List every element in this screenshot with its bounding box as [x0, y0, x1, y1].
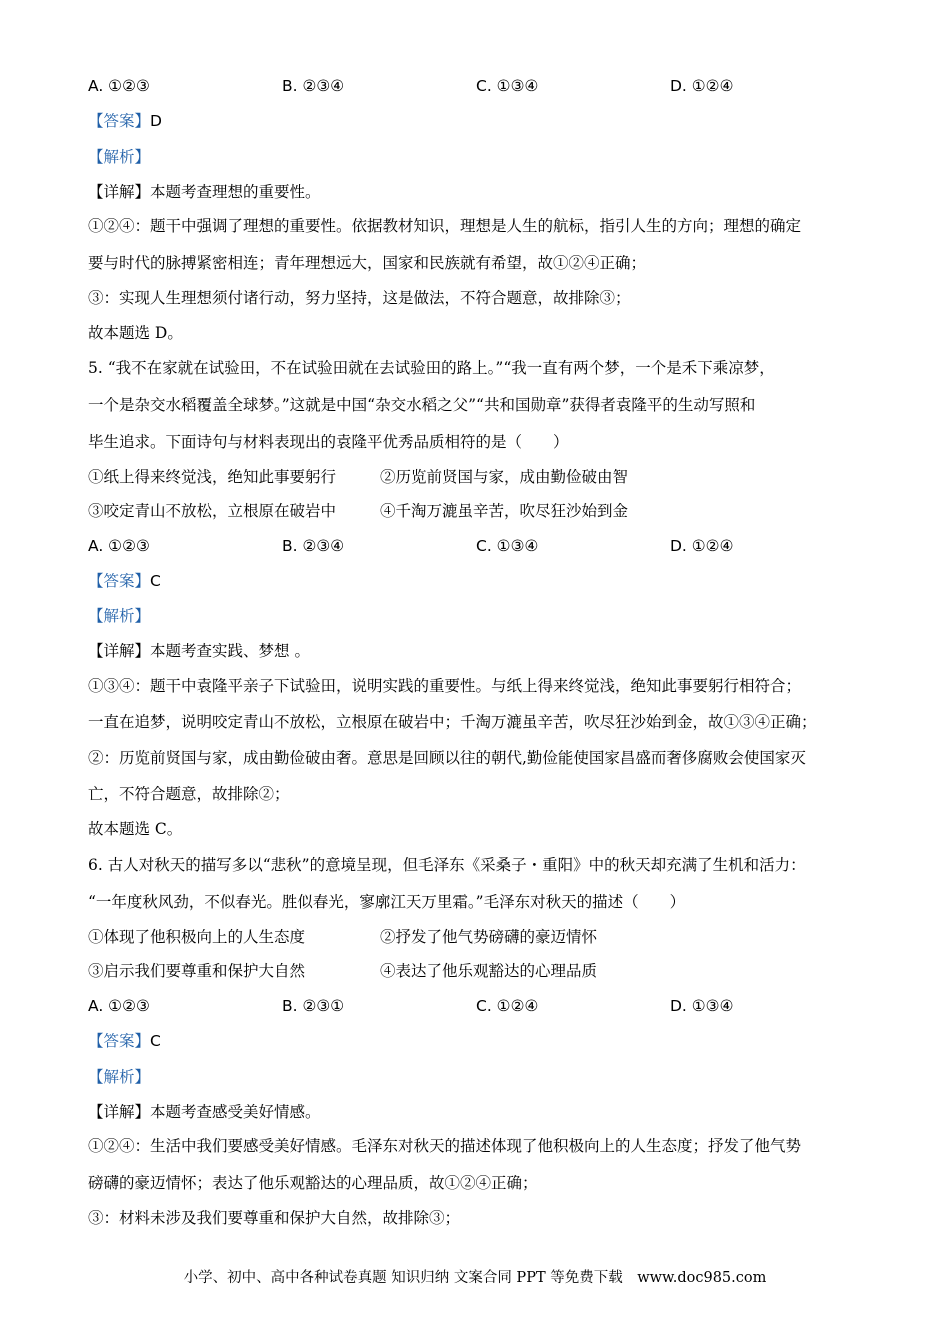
detail-intro: 本题考查实践、梦想 。 [150, 642, 310, 660]
q4-analysis-tag [88, 146, 868, 168]
analysis-tag: 【解析】 [88, 1068, 151, 1086]
q5-option-b: B. ②③④ [282, 537, 345, 555]
answer-value: D [150, 112, 162, 130]
answer-tag: 【答案】 [88, 1032, 151, 1050]
analysis-tag: 【解析】 [88, 148, 151, 166]
q6-detail-line: 磅礴的豪迈情怀；表达了他乐观豁达的心理品质，故①②④正确； [88, 1174, 538, 1192]
q6-stem-line: “一年度秋风劲，不似春光。胜似春光，寥廓江天万里霜。”毛泽东对秋天的描述（ ） [88, 893, 686, 911]
q6-answer [88, 1030, 868, 1052]
detail-tag: 【详解】 [88, 1103, 151, 1121]
q6-item-3: ③启示我们要尊重和保护大自然 [88, 962, 306, 980]
q5-items-row [88, 466, 868, 488]
answer-value: C [150, 1032, 161, 1050]
q5-stem-line: 一个是杂交水稻覆盖全球梦。”这就是中国“杂交水稻之父”“共和国勋章”获得者袁隆平的生动写照和 [88, 396, 756, 414]
q4-detail [88, 181, 868, 203]
q6-stem-line: 6. 古人对秋天的描写多以“悲秋”的意境呈现，但毛泽东《采桑子・重阳》中的秋天却充满了生机和活力： [88, 856, 806, 874]
q5-item-3: ③咬定青山不放松，立根原在破岩中 [88, 502, 337, 520]
q4-answer [88, 110, 868, 132]
q6-options [88, 995, 868, 1017]
q5-item-4: ④千淘万漉虽辛苦，吹尽狂沙始到金 [380, 502, 629, 520]
detail-intro: 本题考查理想的重要性。 [150, 183, 321, 201]
q6-detail [88, 1101, 868, 1123]
q4-conclusion: 故本题选 D。 [88, 324, 183, 342]
q5-detail-line: 一直在追梦，说明咬定青山不放松，立根原在破岩中；千淘万漉虽辛苦，吹尽狂沙始到金，故①③④正确； [88, 713, 817, 731]
q5-detail-line: ①③④：题干中袁隆平亲子下试验田，说明实践的重要性。与纸上得来终觉浅，绝知此事要躬行相符合； [88, 677, 802, 695]
q6-items-row [88, 926, 868, 948]
q6-option-a: A. ①②③ [88, 997, 150, 1015]
page-footer: 小学、初中、高中各种试卷真题 知识归纳 文案合同 PPT 等免费下载 www.doc985.com [183, 1270, 767, 1286]
detail-tag: 【详解】 [88, 183, 151, 201]
q4-option-a: A. ①②③ [88, 77, 150, 95]
q5-item-1: ①纸上得来终觉浅，绝知此事要躬行 [88, 468, 337, 486]
q5-option-a: A. ①②③ [88, 537, 150, 555]
q4-option-c: C. ①③④ [476, 77, 539, 95]
q6-item-4: ④表达了他乐观豁达的心理品质 [380, 962, 598, 980]
q5-detail-line: 亡，不符合题意，故排除②； [88, 785, 290, 803]
q5-answer [88, 570, 868, 592]
q5-analysis-tag [88, 605, 868, 627]
q4-detail-line: ①②④：题干中强调了理想的重要性。依据教材知识，理想是人生的航标，指引人生的方向；理想的确定 [88, 217, 802, 235]
q5-stem-line: 毕生追求。下面诗句与材料表现出的袁隆平优秀品质相符的是（ ） [88, 433, 569, 451]
q6-option-d: D. ①③④ [670, 997, 734, 1015]
q6-item-1: ①体现了他积极向上的人生态度 [88, 928, 306, 946]
q4-detail-line: 要与时代的脉搏紧密相连；青年理想远大，国家和民族就有希望，故①②④正确； [88, 254, 647, 272]
q6-detail-line: ③：材料未涉及我们要尊重和保护大自然，故排除③； [88, 1209, 461, 1227]
detail-tag: 【详解】 [88, 642, 151, 660]
q4-detail-line: ③：实现人生理想须付诸行动，努力坚持，这是做法，不符合题意，故排除③； [88, 289, 631, 307]
q6-detail-line: ①②④：生活中我们要感受美好情感。毛泽东对秋天的描述体现了他积极向上的人生态度；抒发了他气势 [88, 1137, 802, 1155]
q5-detail-line: ②：历览前贤国与家，成由勤俭破由奢。意思是回顾以往的朝代,勤俭能使国家昌盛而奢侈腐败会使国家灭 [88, 749, 806, 767]
q5-options [88, 535, 868, 557]
q5-conclusion: 故本题选 C。 [88, 820, 183, 838]
q4-options [88, 75, 868, 97]
q6-analysis-tag [88, 1066, 868, 1088]
q4-option-b: B. ②③④ [282, 77, 345, 95]
q5-item-2: ②历览前贤国与家，成由勤俭破由智 [380, 468, 629, 486]
detail-intro: 本题考查感受美好情感。 [150, 1103, 321, 1121]
q6-items-row [88, 960, 868, 982]
q6-option-b: B. ②③① [282, 997, 345, 1015]
q5-option-c: C. ①③④ [476, 537, 539, 555]
q6-option-c: C. ①②④ [476, 997, 539, 1015]
q5-detail [88, 640, 868, 662]
q4-option-d: D. ①②④ [670, 77, 734, 95]
answer-value: C [150, 572, 161, 590]
q6-item-2: ②抒发了他气势磅礴的豪迈情怀 [380, 928, 598, 946]
q5-items-row [88, 500, 868, 522]
answer-tag: 【答案】 [88, 112, 151, 130]
q5-option-d: D. ①②④ [670, 537, 734, 555]
q5-stem-line: 5. “我不在家就在试验田，不在试验田就在去试验田的路上。”“我一直有两个梦，一个是禾下乘凉梦， [88, 359, 775, 377]
analysis-tag: 【解析】 [88, 607, 151, 625]
answer-tag: 【答案】 [88, 572, 151, 590]
